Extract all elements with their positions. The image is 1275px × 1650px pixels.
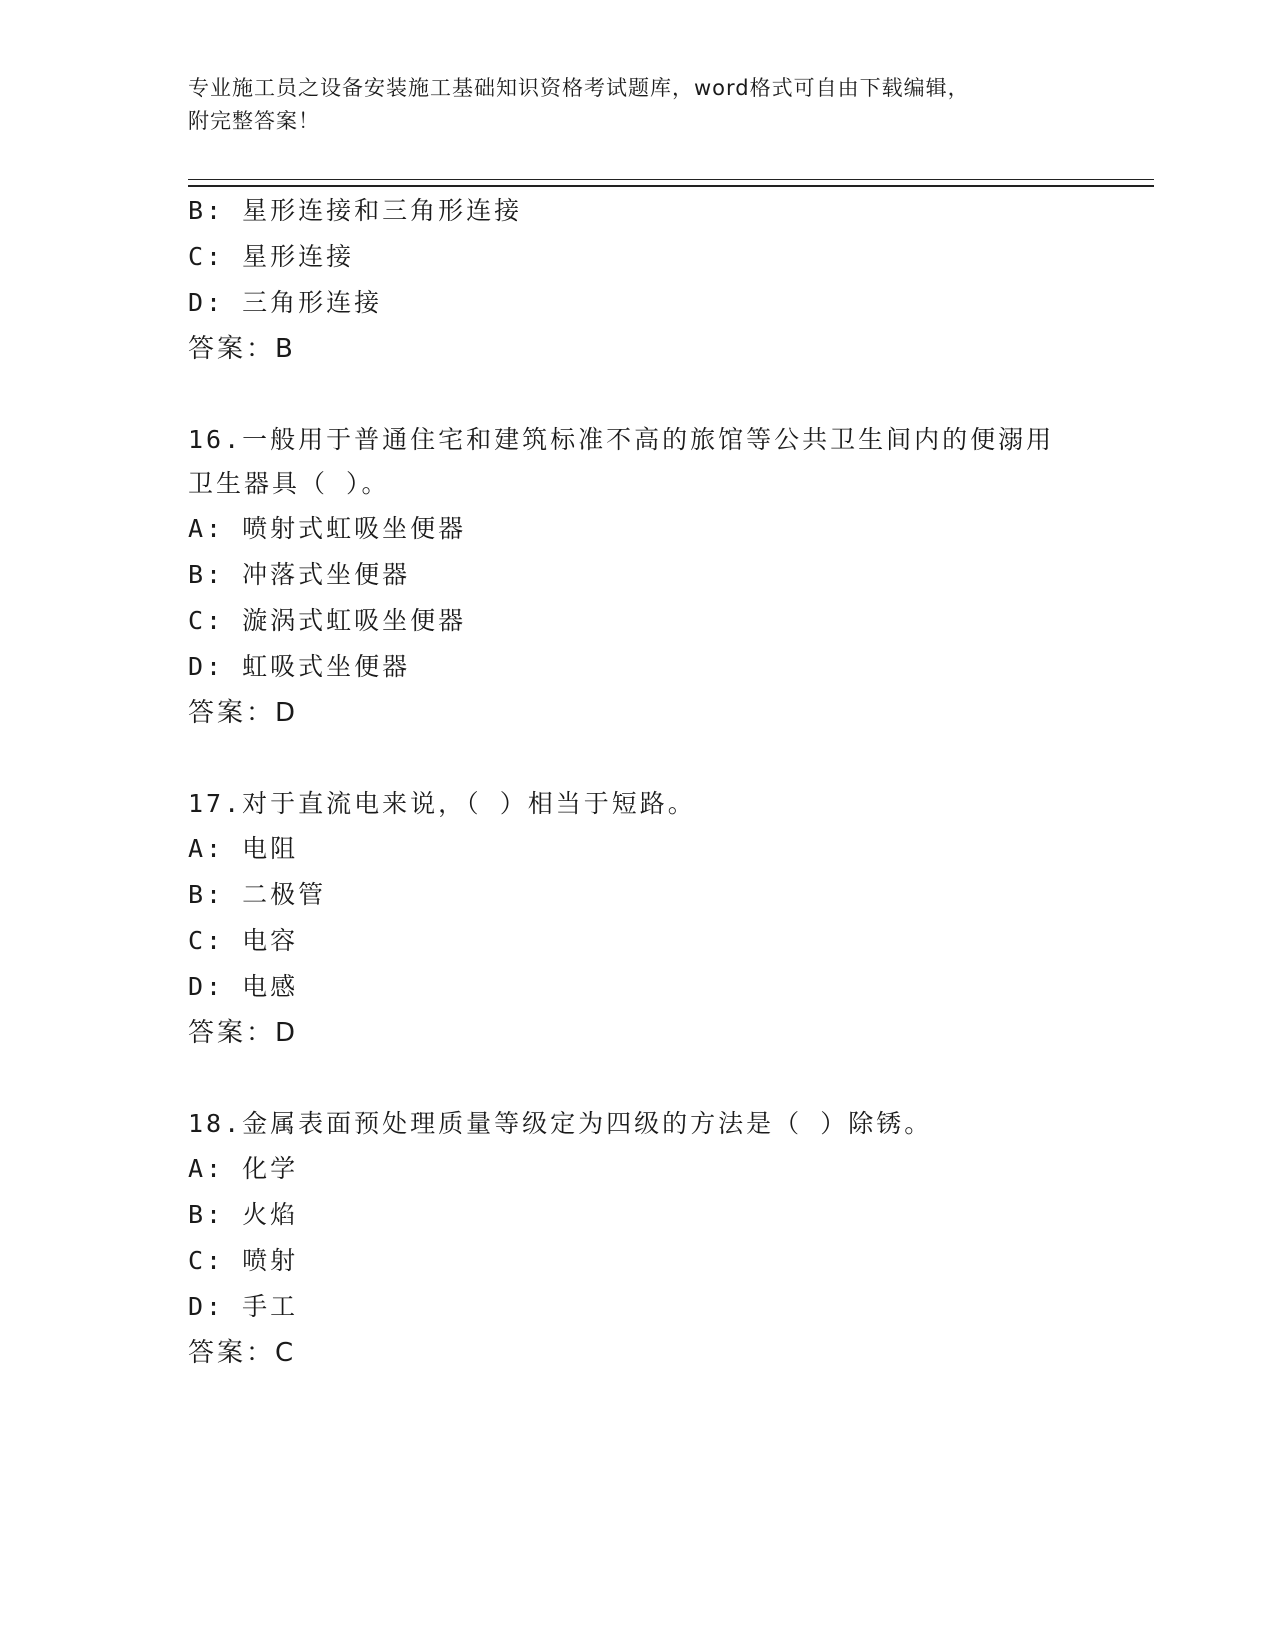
answer: 答案：D xyxy=(188,698,299,728)
option-d: D: 手工 xyxy=(188,1292,299,1321)
answer: 答案：B xyxy=(188,334,296,364)
option-a: A: 喷射式虹吸坐便器 xyxy=(188,514,467,543)
header-line-2: 附完整答案！ xyxy=(188,109,320,133)
question-title-line-1: 16.一般用于普通住宅和建筑标准不高的旅馆等公共卫生间内的便溺用 xyxy=(188,425,1055,454)
question-17 xyxy=(188,782,1148,1056)
option-d: D: 电感 xyxy=(188,972,299,1001)
option-b: B: 星形连接和三角形连接 xyxy=(188,196,523,225)
option-b: B: 冲落式坐便器 xyxy=(188,560,411,589)
question-list xyxy=(188,188,1148,1376)
spacer xyxy=(188,736,1148,782)
option-b: B: 二极管 xyxy=(188,880,327,909)
option-d: D: 虹吸式坐便器 xyxy=(188,652,411,681)
option-a: A: 电阻 xyxy=(188,834,299,863)
document-header xyxy=(188,72,1088,138)
question-16 xyxy=(188,418,1148,736)
option-c: C: 电容 xyxy=(188,926,299,955)
answer: 答案：C xyxy=(188,1338,297,1368)
option-a: A: 化学 xyxy=(188,1154,299,1183)
question-title-line-2: 卫生器具（ ）。 xyxy=(188,469,390,498)
option-c: C: 漩涡式虹吸坐便器 xyxy=(188,606,467,635)
header-line-1: 专业施工员之设备安装施工基础知识资格考试题库，word格式可自由下载编辑， xyxy=(188,76,970,100)
spacer xyxy=(188,1056,1148,1102)
option-b: B: 火焰 xyxy=(188,1200,299,1229)
option-c: C: 星形连接 xyxy=(188,242,355,271)
spacer xyxy=(188,372,1148,418)
question-18 xyxy=(188,1102,1148,1376)
option-c: C: 喷射 xyxy=(188,1246,299,1275)
answer: 答案：D xyxy=(188,1018,299,1048)
header-divider xyxy=(188,179,1154,187)
option-d: D: 三角形连接 xyxy=(188,288,383,317)
question-title: 17.对于直流电来说，（ ）相当于短路。 xyxy=(188,789,696,818)
question-title: 18.金属表面预处理质量等级定为四级的方法是（ ）除锈。 xyxy=(188,1109,933,1138)
question-15 xyxy=(188,188,1148,372)
